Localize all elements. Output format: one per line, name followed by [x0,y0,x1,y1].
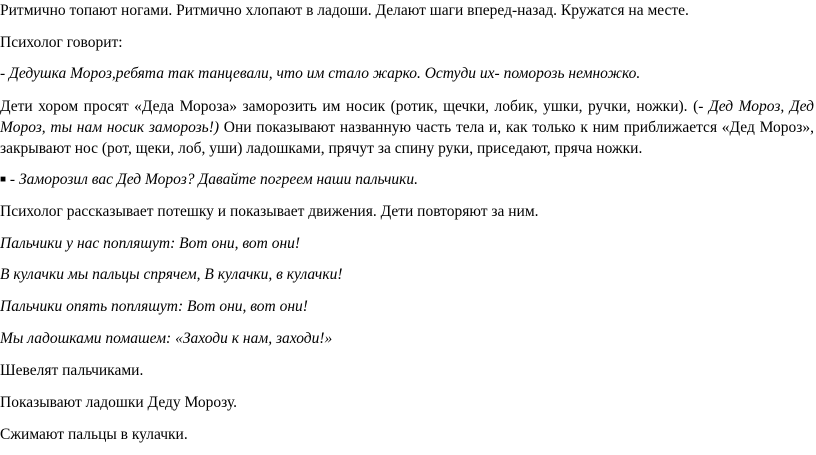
paragraph-nursery-rhyme-intro: Психолог рассказывает потешку и показывает движения. Дети повторяют за ним. [0,203,539,220]
paragraph-grandfather-frost-speech [0,64,640,84]
poem-line-4: Мы ладошками помашем: «Заходи к нам, заходи!» [0,330,333,347]
bullet-square-icon: ■ [0,174,7,185]
paragraph-show-palms: Показывают ладошки Деду Морозу. [0,394,238,411]
dash: - [0,65,10,82]
dash: - [6,171,19,188]
italic-speech: Дедушка Мороз,ребята так танцевали, что им стало жарко. Остуди их- поморозь немножко. [9,65,641,82]
poem-line-3: Пальчики опять попляшут: Вот они, вот они! [0,298,308,315]
italic-chant: Дед Мороз, Дед Мороз, ты нам носик заморозь!) [0,98,814,136]
italic-question: Заморозил вас Дед Мороз? Давайте погреем наши пальчики. [18,171,418,188]
paragraph-make-fists: Сжимают пальцы в кулачки. [0,426,188,443]
paragraph-psychologist-says: Психолог говорит: [0,34,123,51]
paragraph-warm-fingers [0,170,418,190]
paragraph-wiggle-fingers: Шевелят пальчиками. [0,362,144,379]
poem-line-2: В кулачки мы пальцы спрячем, В кулачки, в кулачки! [0,266,343,283]
paragraph-dance-actions: Ритмично топают ногами. Ритмично хлопают в ладоши. Делают шаги вперед-назад. Кружатся на месте. [0,2,689,19]
text-before: Дети хором просят «Деда Мороза» заморозить им носик (ротик, щечки, лобик, ушки, ручки, ножки). (- [0,98,709,115]
text-after: Они показывают названную часть тела и, как только к ним приближается «Дед Мороз», закрывают нос (рот, щеки, лоб, уши) ладошками, прячут за спину руки, приседают, пряча ножки. [0,119,814,157]
poem-line-1: Пальчики у нас попляшут: Вот они, вот они! [0,235,301,252]
paragraph-freeze-game [0,96,814,159]
